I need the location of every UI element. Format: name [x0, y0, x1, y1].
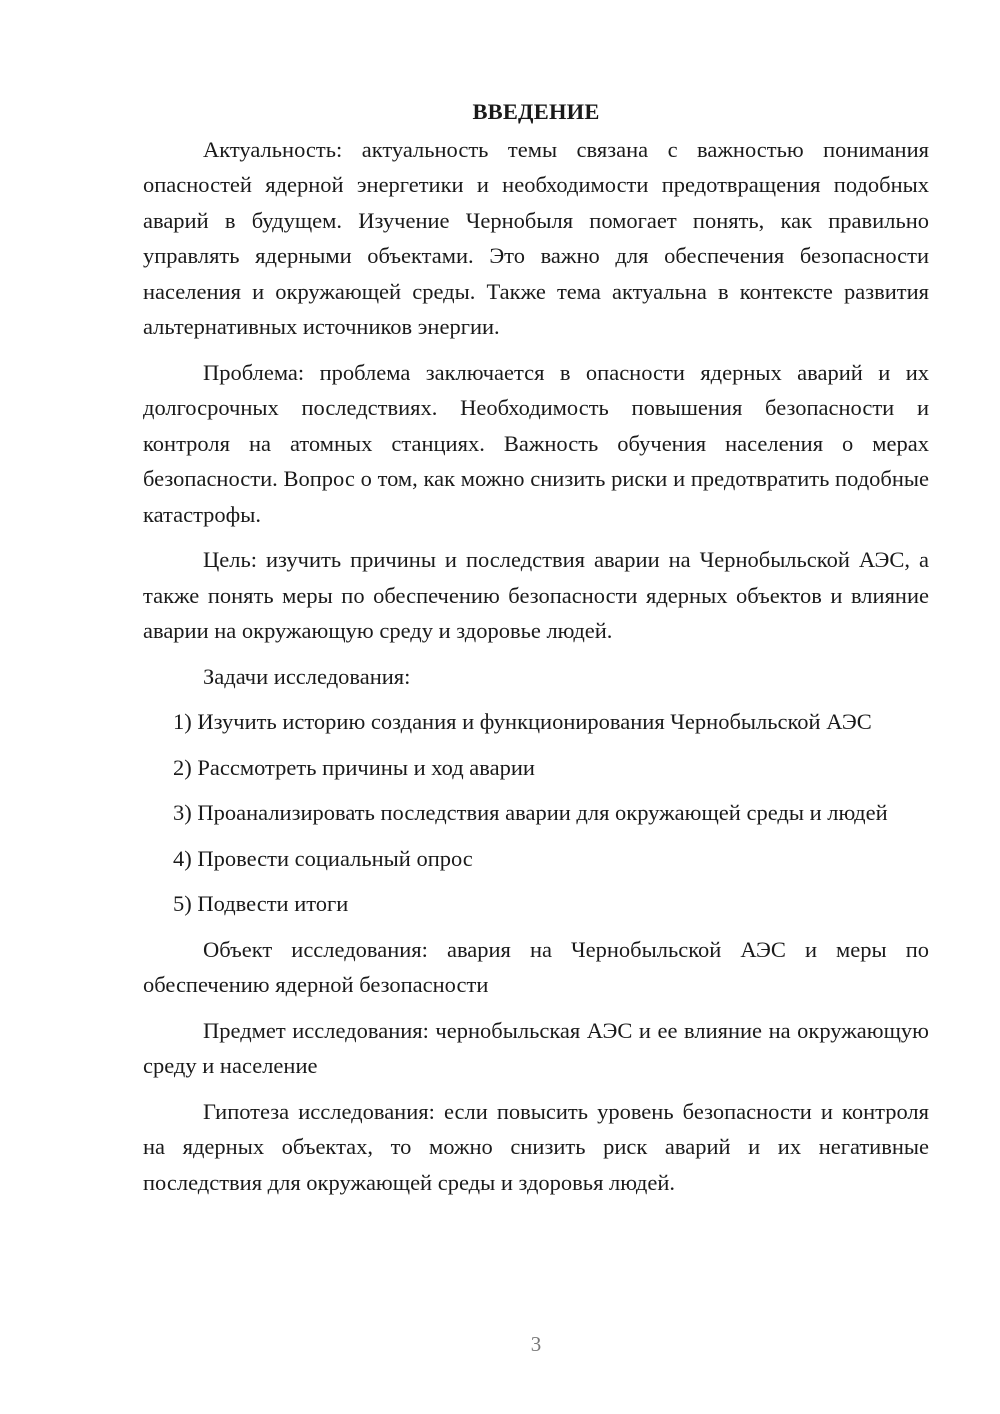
hypothesis-paragraph: Гипотеза исследования: если повысить уровень безопасности и контроля на ядерных объектах, то можно снизить риск аварий и их негативные последствия для окружающей среды и здоровья людей. [143, 1098, 929, 1195]
goal-paragraph: Цель: изучить причины и последствия аварии на Чернобыльской АЭС, а также понять меры по обеспечению безопасности ядерных объектов и влияние аварии на окружающую среду и здоровье людей. [143, 547, 929, 643]
subject-paragraph: Предмет исследования: чернобыльская АЭС и ее влияние на окружающую среду и население [143, 1017, 929, 1078]
task-item-4: 4) Провести социальный опрос [173, 845, 473, 871]
page-number: 3 [530, 1332, 542, 1356]
relevance-paragraph: Актуальность: актуальность темы связана с важностью понимания опасностей ядерной энергетики и необходимости предотвращения подобных аварий в будущем. Изучение Чернобыля помогает понять, как правильно управлять ядерными объектами. Это важно для обеспечения безопасности населения и окружающей среды. Также тема актуальна в контексте развития альтернативных источников энергии. [143, 136, 929, 339]
page-title: ВВЕДЕНИЕ [472, 99, 600, 124]
task-item-2: 2) Рассмотреть причины и ход аварии [173, 754, 535, 780]
problem-paragraph: Проблема: проблема заключается в опасности ядерных аварий и их долгосрочных последствиях. Необходимость повышения безопасности и контроля на атомных станциях. Важность обучения населения о мерах безопасности. Вопрос о том, как можно снизить риски и предотвратить подобные катастрофы. [143, 359, 929, 527]
page-content [143, 94, 929, 1210]
task-item-1: 1) Изучить историю создания и функционирования Чернобыльской АЭС [173, 709, 872, 734]
object-paragraph: Объект исследования: авария на Чернобыльской АЭС и меры по обеспечению ядерной безопасности [143, 936, 929, 997]
task-item-3: 3) Проанализировать последствия аварии для окружающей среды и людей [173, 800, 888, 825]
tasks-heading: Задачи исследования: [203, 663, 411, 689]
task-item-5: 5) Подвести итоги [173, 891, 349, 916]
